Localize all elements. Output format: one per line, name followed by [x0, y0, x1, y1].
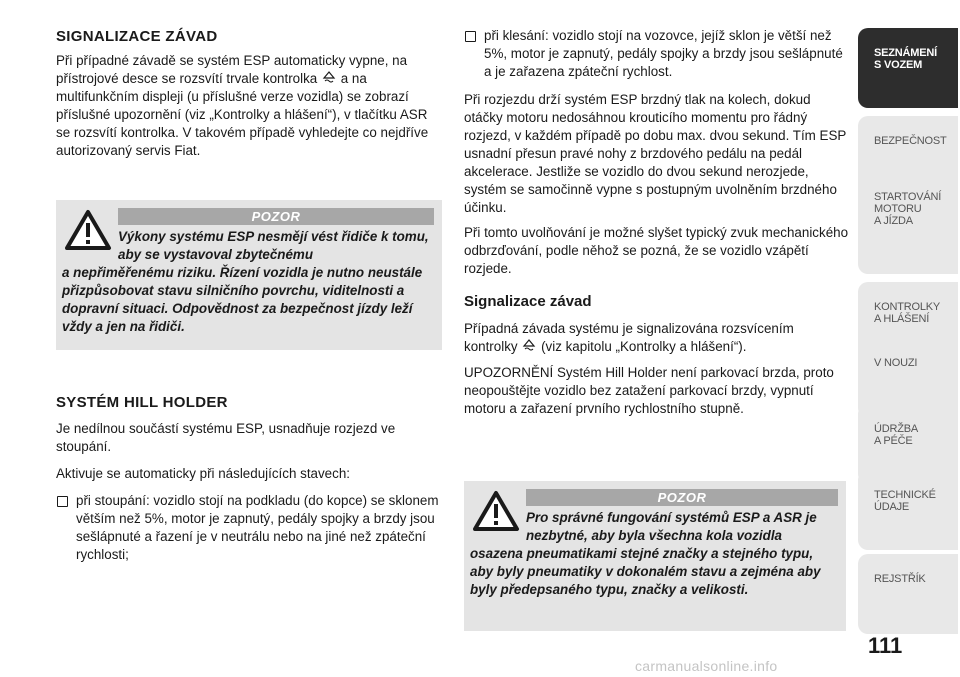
list-item-uphill: při stoupání: vozidlo stojí na podkladu (do kopce) se sklonem větším než 5%, motor je zapnutý, pedály spojky a brzdy jsou sešlápnuté a řazení je v neutrálu nebo na jiné než zpáteční rychlosti;: [56, 492, 442, 564]
checkbox-bullet-icon: [465, 31, 476, 42]
warning-box-esp: [56, 200, 442, 350]
list-item-downhill: při klesání: vozidlo stojí na vozovce, jejíž sklon je větší než 5%, motor je zapnutý, pedály spojky a brzdy jsou sešlápnuté a je zařazena zpáteční rychlost.: [464, 27, 850, 81]
page-number: 111: [868, 633, 903, 658]
paragraph-notice: UPOZORNĚNÍ Systém Hill Holder není parkovací brzda, proto neopouštějte vozidlo bez zatažení parkovací brzdy, vypnutí motoru a zařazení prvního rychlostního stupně.: [464, 365, 834, 416]
subtitle-signalizace: Signalizace závad: [464, 293, 592, 310]
tab-bezpecnost[interactable]: BEZPEČNOST: [858, 116, 958, 196]
tab-rejstrik[interactable]: REJSTŘÍK: [858, 554, 958, 634]
tab-technicke[interactable]: TECHNICKÉ ÚDAJE: [858, 470, 958, 550]
warning-text: Pro správné fungování systémů ESP a ASR je nezbytné, aby byla všechna kola vozidla osazena pneumatikami stejné značky a stejného typu, aby byly pneumatiky v dokonalém stavu a zejména aby byly předepsaného typu, značky a velikosti.: [470, 510, 821, 597]
section-title-signalizace: SIGNALIZACE ZÁVAD: [56, 28, 218, 45]
paragraph-esp-failure: Při případné závadě se systém ESP automaticky vypne, na přístrojové desce se rozsvítí trvale kontrolka a na multifunkčním displeji (u příslušné verze vozidla) se zobrazí příslušné upozornění (viz „Kontrolky a hlášení“), v tlačítku ASR se rozsvítí kontrolka. V takovém případě vyhledejte co nejdříve autorizovaný servis Fiat.: [56, 53, 429, 158]
esp-warning-light-icon: [522, 339, 536, 352]
paragraph-hill-holder-intro: Je nedílnou součástí systému ESP, usnadňuje rozjezd ve stoupání.: [56, 421, 396, 454]
warning-box-tyres: [464, 481, 846, 631]
tab-kontrolky[interactable]: KONTROLKY A HLÁŠENÍ: [858, 282, 958, 362]
warning-label: POZOR: [526, 489, 838, 506]
esp-warning-light-icon: [322, 71, 336, 84]
paragraph-start-hold: Při rozjezdu drží systém ESP brzdný tlak na kolech, dokud otáčky motoru nedosáhnou krouticího momentu pro řádný rozjezd, v každém případě po dobu max. dvou sekund. Tím ESP usnadní přesun pravé nohy z brzdového pedálu na pedál akcelerace. Jestliže se vozidlo do dvou sekund nerozjede, systém se samočinně vypne s postupným uvolněním brzdného účinku.: [464, 92, 847, 215]
tab-seznameni[interactable]: SEZNÁMENÍ S VOZEM: [858, 28, 958, 108]
tab-startovani[interactable]: STARTOVÁNÍ MOTORU A JÍZDA: [858, 172, 958, 274]
paragraph-activation: Aktivuje se automaticky při následujících stavech:: [56, 466, 350, 481]
warning-label: POZOR: [118, 208, 434, 225]
paragraph-failure-signal: Případná závada systému je signalizována rozsvícením kontrolky (viz kapitolu „Kontrolky a hlášení“).: [464, 321, 794, 354]
watermark: carmanualsonline.info: [635, 658, 778, 674]
paragraph-release-sound: Při tomto uvolňování je možné slyšet typický zvuk mechanického odbrzďování, podle něhož se pozná, že se vozidlo vzápětí rozjede.: [464, 225, 849, 276]
warning-text: Výkony systému ESP nesmějí vést řidiče k tomu, aby se vystavoval zbytečnému a nepřiměřenému riziku. Řízení vozidla je nutno neustále přizpůsobovat stavu silničního povrchu, viditelnosti a dopravní situaci. Odpovědnost za bezpečnost jízdy leží vždy a jen na řidiči.: [62, 229, 429, 334]
tab-v-nouzi[interactable]: V NOUZI: [858, 338, 958, 418]
tab-udrzba[interactable]: ÚDRŽBA A PÉČE: [858, 404, 958, 484]
section-title-hill-holder: SYSTÉM HILL HOLDER: [56, 394, 228, 411]
checkbox-bullet-icon: [57, 496, 68, 507]
